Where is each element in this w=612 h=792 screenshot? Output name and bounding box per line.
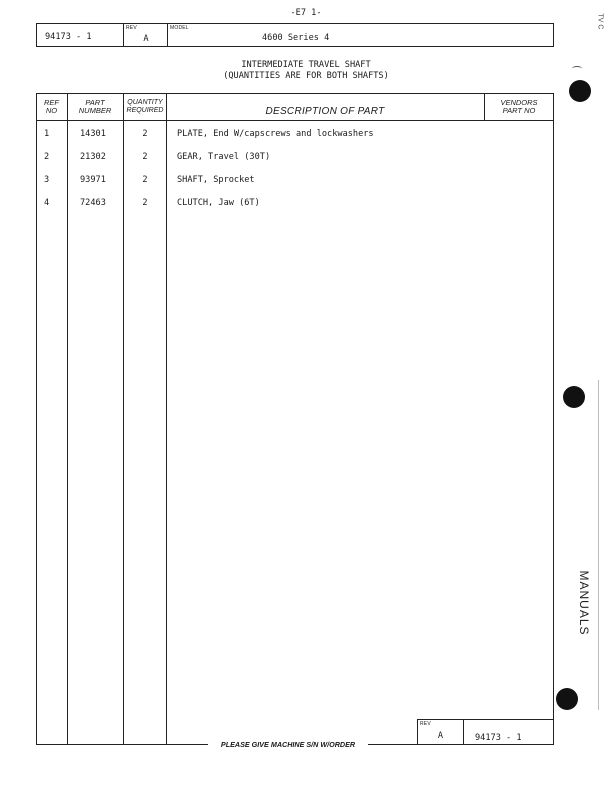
header-model-label: MODEL bbox=[170, 25, 189, 31]
page-number: -E7 1- bbox=[290, 8, 322, 18]
row-description: CLUTCH, Jaw (6T) bbox=[177, 198, 260, 208]
row-description: SHAFT, Sprocket bbox=[177, 175, 255, 185]
col-header-part-number: PART NUMBER bbox=[78, 98, 112, 115]
margin-text-right: MANUALS bbox=[577, 570, 591, 636]
punch-hole-bottom bbox=[556, 688, 578, 710]
col-header-quantity: QUANTITY REQUIRED bbox=[126, 99, 164, 114]
row-part-number: 72463 bbox=[80, 198, 106, 208]
row-quantity: 2 bbox=[142, 198, 148, 208]
footer-rev-label: REV bbox=[420, 721, 431, 727]
row-ref: 3 bbox=[44, 175, 50, 185]
row-quantity: 2 bbox=[142, 129, 148, 139]
row-description: PLATE, End W/capscrews and lockwashers bbox=[177, 129, 374, 139]
col-header-vendors: VENDORS PART NO bbox=[500, 98, 538, 115]
right-edge-rule bbox=[598, 380, 599, 710]
col-header-ref: REF NO bbox=[44, 98, 59, 115]
row-part-number: 21302 bbox=[80, 152, 106, 162]
row-ref: 4 bbox=[44, 198, 50, 208]
title-line-2: (QUANTITIES ARE FOR BOTH SHAFTS) bbox=[223, 71, 389, 81]
row-ref: 1 bbox=[44, 129, 50, 139]
footer-note: PLEASE GIVE MACHINE S/N W/ORDER bbox=[208, 740, 368, 749]
punch-hole-middle bbox=[563, 386, 585, 408]
footer-rev-value: A bbox=[437, 731, 444, 741]
row-quantity: 2 bbox=[142, 152, 148, 162]
title-line-1: INTERMEDIATE TRAVEL SHAFT bbox=[241, 60, 371, 70]
margin-text-top: TV C bbox=[596, 13, 604, 30]
row-ref: 2 bbox=[44, 152, 50, 162]
header-rev-label: REV bbox=[126, 25, 137, 31]
margin-arc bbox=[572, 66, 582, 71]
header-doc-number: 94173 - 1 bbox=[45, 32, 92, 42]
punch-hole-top bbox=[569, 80, 591, 102]
row-description: GEAR, Travel (30T) bbox=[177, 152, 271, 162]
row-part-number: 93971 bbox=[80, 175, 106, 185]
header-rev-value: A bbox=[143, 34, 149, 44]
header-model-value: 4600 Series 4 bbox=[262, 33, 330, 43]
col-header-description: DESCRIPTION OF PART bbox=[265, 106, 385, 117]
row-quantity: 2 bbox=[142, 175, 148, 185]
footer-doc-number: 94173 - 1 bbox=[475, 733, 522, 743]
row-part-number: 14301 bbox=[80, 129, 106, 139]
